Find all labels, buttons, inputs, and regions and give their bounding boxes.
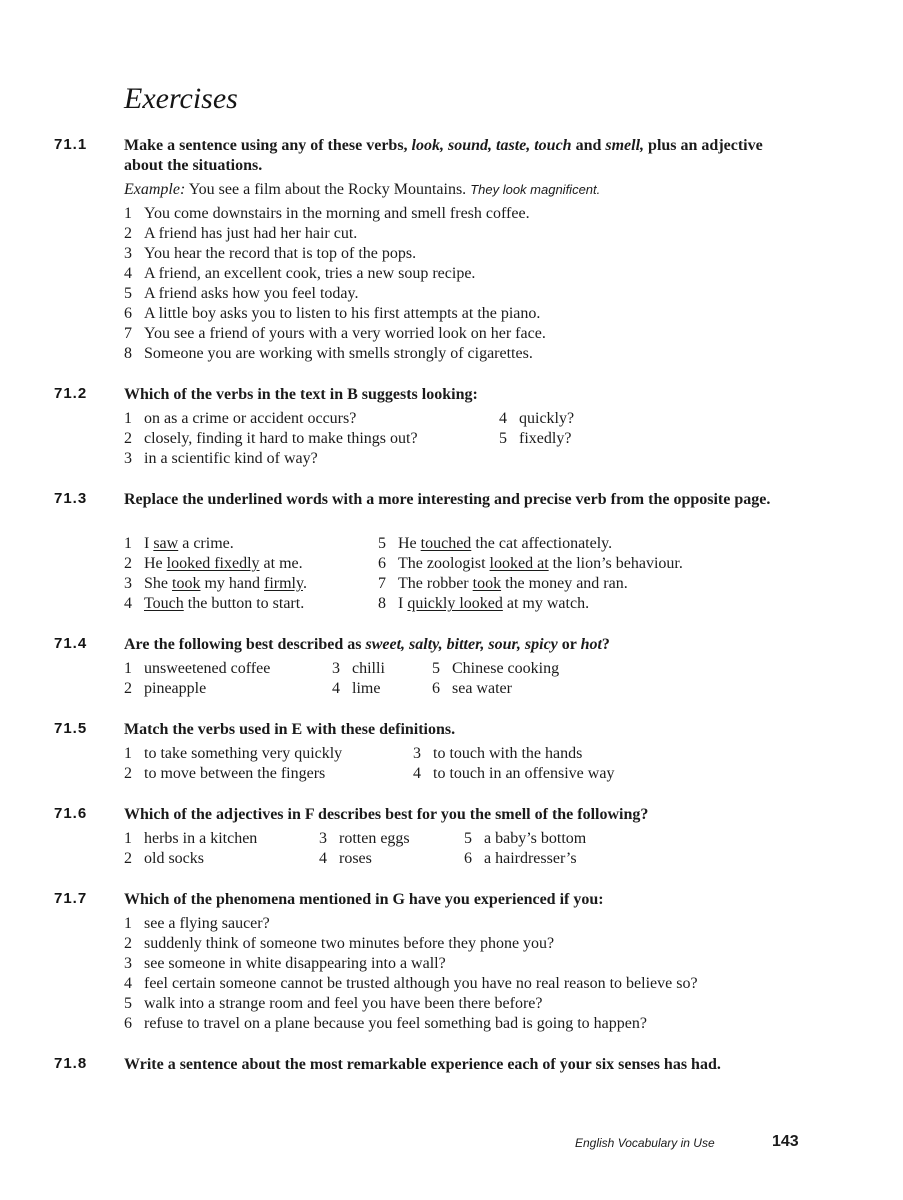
list-item: 4 A friend, an excellent cook, tries a new soup recipe. xyxy=(124,265,476,282)
exercise-number: 71.4 xyxy=(54,635,88,652)
exercise-number: 71.5 xyxy=(54,720,88,737)
list-item: 8 I quickly looked at my watch. xyxy=(378,595,590,612)
list-item: 3 She took my hand firmly. xyxy=(124,575,307,592)
list-item: 1 herbs in a kitchen xyxy=(124,830,258,847)
list-item: 6 The zoologist looked at the lion’s behaviour. xyxy=(378,555,683,572)
list-item: 6 refuse to travel on a plane because you feel something bad is going to happen? xyxy=(124,1015,647,1032)
exercise-number: 71.2 xyxy=(54,385,88,402)
page-title: Exercises xyxy=(124,82,238,115)
list-item: 3 rotten eggs xyxy=(319,830,410,847)
list-item: 5 A friend asks how you feel today. xyxy=(124,285,359,302)
list-item: 5 Chinese cooking xyxy=(432,660,560,677)
exercise-instruction: Are the following best described as sweet, salty, bitter, sour, spicy or hot? xyxy=(124,636,610,653)
list-item: 4 quickly? xyxy=(499,410,575,427)
list-item: 3 in a scientific kind of way? xyxy=(124,450,318,467)
list-item: 1 You come downstairs in the morning and smell fresh coffee. xyxy=(124,205,530,222)
exercise-instruction: Match the verbs used in E with these definitions. xyxy=(124,721,456,738)
list-item: 3 You hear the record that is top of the pops. xyxy=(124,245,417,262)
footer-book-title: English Vocabulary in Use xyxy=(575,1136,715,1150)
exercise-instruction: Which of the verbs in the text in B suggests looking: xyxy=(124,386,478,403)
list-item: 7 The robber took the money and ran. xyxy=(378,575,628,592)
list-item: 1 unsweetened coffee xyxy=(124,660,271,677)
list-item: 3 to touch with the hands xyxy=(413,745,583,762)
list-item: 2 to move between the fingers xyxy=(124,765,326,782)
list-item: 2 A friend has just had her hair cut. xyxy=(124,225,358,242)
list-item: 6 a hairdresser’s xyxy=(464,850,577,867)
exercise-number: 71.3 xyxy=(54,490,88,507)
exercise-number: 71.7 xyxy=(54,890,88,907)
list-item: 6 sea water xyxy=(432,680,512,697)
exercise-instruction: Replace the underlined words with a more interesting and precise verb from the opposite page. xyxy=(124,491,771,508)
list-item: 3 see someone in white disappearing into a wall? xyxy=(124,955,446,972)
list-item: 2 suddenly think of someone two minutes before they phone you? xyxy=(124,935,555,952)
list-item: 2 pineapple xyxy=(124,680,207,697)
list-item: 5 He touched the cat affectionately. xyxy=(378,535,613,552)
example-line: Example: You see a film about the Rocky Mountains. They look magnificent. xyxy=(124,181,601,198)
list-item: 1 I saw a crime. xyxy=(124,535,234,552)
list-item: 2 closely, finding it hard to make things out? xyxy=(124,430,418,447)
list-item: 4 roses xyxy=(319,850,372,867)
list-item: 4 lime xyxy=(332,680,381,697)
exercise-number: 71.6 xyxy=(54,805,88,822)
list-item: 7 You see a friend of yours with a very worried look on her face. xyxy=(124,325,546,342)
list-item: 2 old socks xyxy=(124,850,204,867)
list-item: 1 see a flying saucer? xyxy=(124,915,270,932)
exercise-number: 71.1 xyxy=(54,136,88,153)
list-item: 4 to touch in an offensive way xyxy=(413,765,615,782)
list-item: 2 He looked fixedly at me. xyxy=(124,555,303,572)
exercise-instruction: Write a sentence about the most remarkable experience each of your six senses has had. xyxy=(124,1056,721,1073)
list-item: 8 Someone you are working with smells strongly of cigarettes. xyxy=(124,345,533,362)
list-item: 5 fixedly? xyxy=(499,430,572,447)
list-item: 4 feel certain someone cannot be trusted although you have no real reason to believe so? xyxy=(124,975,698,992)
list-item: 6 A little boy asks you to listen to his first attempts at the piano. xyxy=(124,305,541,322)
list-item: 5 walk into a strange room and feel you have been there before? xyxy=(124,995,543,1012)
exercise-instruction: Make a sentence using any of these verbs, look, sound, taste, touch and smell, plus an adjective about the situations. xyxy=(124,137,763,174)
list-item: 1 on as a crime or accident occurs? xyxy=(124,410,357,427)
list-item: 3 chilli xyxy=(332,660,385,677)
exercise-number: 71.8 xyxy=(54,1055,88,1072)
page-number: 143 xyxy=(772,1133,799,1150)
exercise-instruction: Which of the phenomena mentioned in G have you experienced if you: xyxy=(124,891,604,908)
list-item: 5 a baby’s bottom xyxy=(464,830,587,847)
list-item: 1 to take something very quickly xyxy=(124,745,343,762)
exercise-instruction: Which of the adjectives in F describes best for you the smell of the following? xyxy=(124,806,649,823)
list-item: 4 Touch the button to start. xyxy=(124,595,305,612)
